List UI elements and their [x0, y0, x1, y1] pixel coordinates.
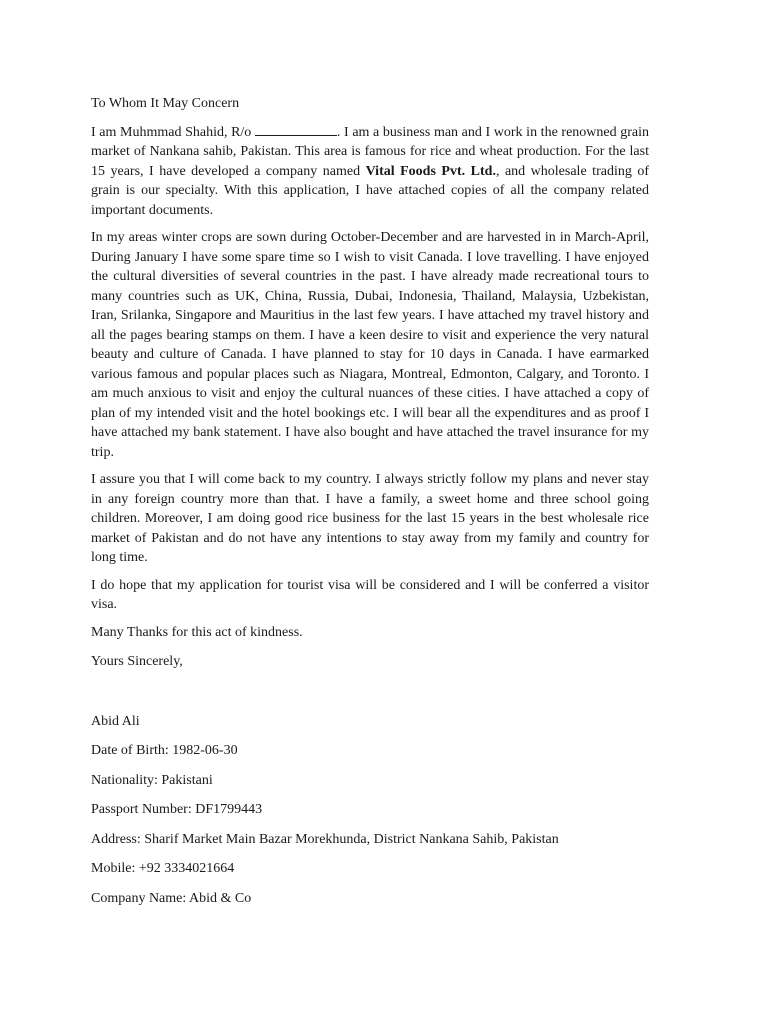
- company-name: Company Name: Abid & Co: [91, 890, 252, 906]
- intro-text-middle: . I am a business man and I work in the renowned grain market of Nankana sahib, Pakistan. This area is famous for rice and wheat production. For the last 15 years, I have developed a company named: [91, 124, 649, 179]
- applicant-details: [91, 712, 649, 919]
- date-of-birth: Date of Birth: 1982-06-30: [91, 743, 238, 758]
- intro-text-end: , and wholesale trading of grain is our specialty. With this application, I have attached copies of all the company related important documents.: [91, 163, 650, 218]
- letter-body: [91, 94, 649, 918]
- nationality: Nationality: Pakistani: [91, 772, 213, 788]
- passport-number: Passport Number: DF1799443: [91, 802, 263, 817]
- thanks-line: Many Thanks for this act of kindness.: [91, 624, 303, 640]
- company-name-bold: Vital Foods Pvt. Ltd.: [365, 163, 496, 179]
- applicant-name: Abid Ali: [91, 713, 140, 729]
- intro-text-start: I am Muhmmad Shahid, R/o: [91, 124, 255, 140]
- greeting: To Whom It May Concern: [91, 96, 240, 111]
- paragraph-assurance: I assure you that I will come back to my country. I always strictly follow my plans and never stay in any foreign country more than that. I have a family, a sweet home and three school going children. Moreover, I am doing good rice business for the last 15 years in the best wholesale rice market of Pakistan and do not have any intentions to stay away from my family and country for long time.: [91, 472, 649, 565]
- address: Address: Sharif Market Main Bazar Morekhunda, District Nankana Sahib, Pakistan: [91, 831, 559, 847]
- closing-line: Yours Sincerely,: [91, 654, 183, 669]
- residence-blank: [255, 123, 337, 136]
- paragraph-travel-plans: In my areas winter crops are sown during October-December and are harvested in in March-April, During January I have some spare time so I wish to visit Canada. I love travelling. I have enjoyed the cultural diversities of several countries in the past. I have already made recreational tours to many countries such as UK, China, Russia, Dubai, Indonesia, Thailand, Malaysia, Uzbekistan, Iran, Srilanka, Singapore and Mauritius in the last few years. I have attached my travel history and all the pages bearing stamps on them. I have a keen desire to visit and experience the very natural beauty and culture of Canada. I have planned to stay for 10 days in Canada. I have earmarked various famous and popular places such as Niagara, Montreal, Edmonton, Calgary, and Toronto. I am much anxious to visit and enjoy the cultural nuances of these cities. I have attached a copy of plan of my intended visit and the hotel bookings etc. I will bear all the expenditures and as proof I have attached my bank statement. I have also bought and have attached the travel insurance for my trip.: [91, 230, 649, 460]
- mobile-number: Mobile: +92 3334021664: [91, 861, 235, 876]
- paragraph-introduction: [91, 123, 649, 221]
- paragraph-request: I do hope that my application for tourist visa will be considered and I will be conferred a visitor visa.: [91, 577, 649, 612]
